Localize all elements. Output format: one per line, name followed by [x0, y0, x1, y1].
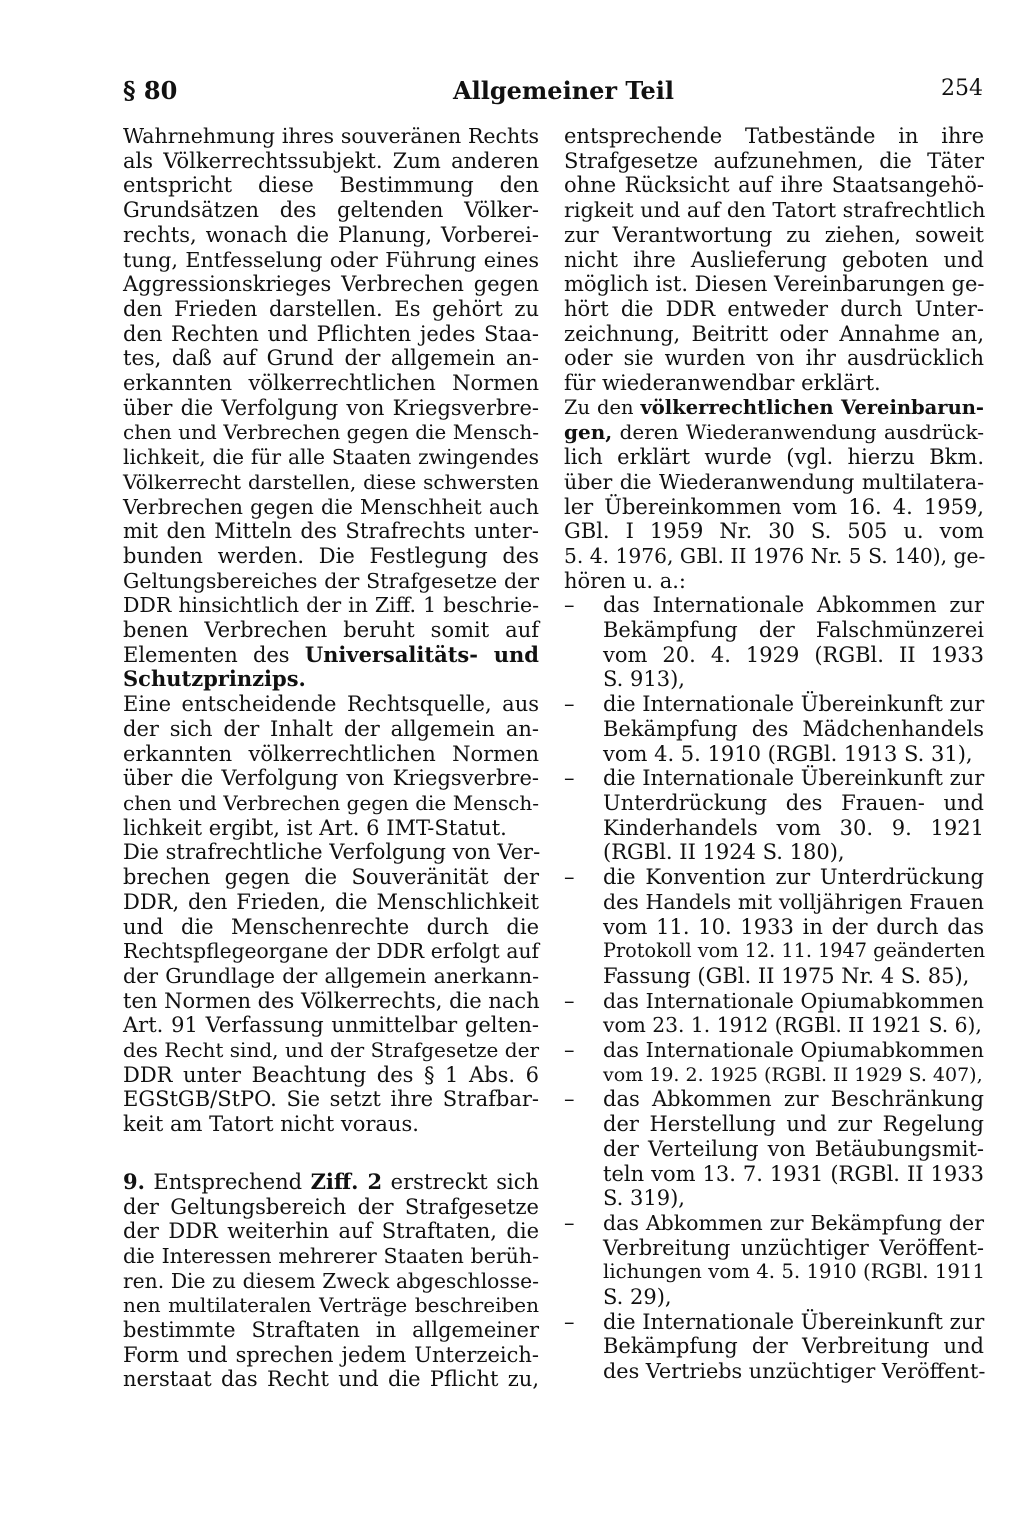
dash-bullet: – — [564, 593, 575, 618]
paragraph — [123, 692, 539, 840]
text-line: keit am Tatort nicht voraus. — [123, 1112, 419, 1137]
bold-term: völkerrechtlichen Vereinbarun- — [640, 395, 985, 419]
text-line: oder sie wurden von ihr ausdrücklich — [564, 346, 984, 371]
text-line: Völkerrecht darstellen, diese schwersten — [123, 469, 539, 494]
text-line: Protokoll vom 12. 11. 1947 geänderten — [603, 939, 986, 963]
text-line: das Internationale Abkommen zur — [603, 593, 984, 618]
text-segment: Zu den — [564, 395, 634, 419]
text-line: tes, daß auf Grund der allgemein an- — [123, 346, 539, 371]
paragraph — [123, 124, 539, 692]
text-line: das Internationale Opiumabkommen — [603, 1038, 984, 1063]
text-line: den Frieden darstellen. Es gehört zu — [123, 296, 539, 321]
text-line: hören u. a.: — [564, 568, 686, 593]
text-line: S. 29), — [603, 1285, 672, 1310]
bold-term: Schutzprinzips. — [123, 666, 306, 692]
text-line: tung, Entfesselung oder Führung eines — [123, 247, 539, 272]
section-number: § 80 — [123, 76, 178, 105]
text-line: ohne Rücksicht auf ihre Staatsangehö- — [564, 173, 984, 198]
bold-term: Universalitäts- und — [304, 641, 539, 667]
item-number: 9. — [123, 1168, 145, 1194]
text-line — [123, 643, 539, 668]
text-line: mit den Mitteln des Strafrechts unter- — [123, 519, 539, 544]
text-line: Bekämpfung des Mädchenhandels — [603, 716, 984, 741]
text-line: S. 913), — [603, 667, 685, 692]
list-item — [564, 1310, 984, 1384]
text-line: des Recht sind, und der Strafgesetze der — [123, 1038, 539, 1063]
text-line: möglich ist. Diesen Vereinbarungen ge- — [564, 272, 985, 297]
text-line: Bekämpfung der Verbreitung und — [603, 1334, 984, 1359]
text-line: für wiederanwendbar erklärt. — [564, 371, 881, 396]
text-line: teln vom 13. 7. 1931 (RGBl. II 1933 — [603, 1161, 984, 1186]
dash-bullet: – — [564, 1309, 575, 1334]
list-item — [564, 593, 984, 692]
text-line: Aggressionskrieges Verbrechen gegen — [123, 272, 539, 297]
text-line: nerstaat das Recht und die Pflicht zu, — [123, 1367, 539, 1392]
text-line: die Internationale Übereinkunft zur — [603, 1309, 985, 1334]
text-line: Die strafrechtliche Verfolgung von Ver- — [123, 840, 541, 865]
bold-term: gen, — [564, 420, 613, 445]
list-item — [564, 1211, 984, 1310]
list-item — [564, 766, 984, 865]
text-line: Verbreitung unzüchtiger Veröffent- — [603, 1235, 984, 1260]
text-line: der DDR weiterhin auf Straftaten, die — [123, 1219, 539, 1244]
text-segment: Entsprechend — [153, 1169, 303, 1194]
bold-term: Ziff. 2 — [310, 1168, 383, 1194]
text-line: entspricht diese Bestimmung den — [123, 173, 539, 198]
text-line: DDR hinsichtlich der in Ziff. 1 beschrie- — [123, 593, 539, 618]
text-line: S. 319), — [603, 1186, 685, 1211]
text-line: EGStGB/StPO. Sie setzt ihre Strafbar- — [123, 1087, 539, 1112]
text-line: Strafgesetze aufzunehmen, die Täter — [564, 148, 984, 173]
text-line: das Abkommen zur Beschränkung — [603, 1087, 984, 1112]
paragraph — [564, 124, 984, 396]
text-line: Fassung (GBl. II 1975 Nr. 4 S. 85), — [603, 963, 970, 988]
text-line: Form und sprechen jedem Unterzeich- — [123, 1342, 539, 1367]
text-line: rigkeit und auf den Tatort strafrechtlich — [564, 198, 986, 223]
text-line: Verbrechen gegen die Menschheit auch — [123, 494, 539, 519]
page-header — [123, 76, 983, 116]
text-line: und die Menschenrechte durch die — [123, 914, 539, 939]
text-line: zur Verantwortung zu ziehen, soweit — [564, 222, 984, 247]
text-line: die Internationale Übereinkunft zur — [603, 766, 985, 791]
text-line: vom 4. 5. 1910 (RGBl. 1913 S. 31), — [603, 741, 973, 766]
dash-bullet: – — [564, 988, 575, 1013]
text-segment: deren Wiederanwendung ausdrück- — [619, 420, 984, 445]
text-line: bunden werden. Die Festlegung des — [123, 543, 539, 568]
text-line: der Verteilung von Betäubungsmit- — [603, 1136, 984, 1161]
dash-bullet: – — [564, 766, 575, 791]
text-line: die Konvention zur Unterdrückung — [603, 865, 984, 890]
text-line: der Geltungsbereich der Strafgesetze — [123, 1194, 539, 1219]
text-line: rechts, wonach die Planung, Vorberei- — [123, 222, 539, 247]
text-line: zeichnung, Beitritt oder Annahme an, — [564, 321, 984, 346]
text-line: lich erklärt wurde (vgl. hierzu Bkm. — [564, 445, 984, 470]
text-line: lichkeit, die für alle Staaten zwingendes — [123, 445, 539, 470]
text-line — [123, 1170, 539, 1195]
text-line: ten Normen des Völkerrechts, die nach — [123, 988, 540, 1013]
list-item — [564, 865, 984, 989]
paragraph — [564, 396, 984, 594]
text-line: Grundsätzen des geltenden Völker- — [123, 198, 539, 223]
list-item — [564, 1087, 984, 1211]
paragraph — [123, 840, 539, 1136]
text-line: den Rechten und Pflichten jedes Staa- — [123, 321, 539, 346]
text-line: chen und Verbrechen gegen die Mensch- — [123, 790, 539, 815]
text-line: Rechtspflegeorgane der DDR erfolgt auf — [123, 939, 539, 964]
text-line: der sich der Inhalt der allgemein an- — [123, 716, 539, 741]
dash-bullet: – — [564, 1038, 575, 1063]
text-line: ler Übereinkommen vom 16. 4. 1959, — [564, 494, 984, 519]
text-line: vom 23. 1. 1912 (RGBl. II 1921 S. 6), — [603, 1013, 982, 1038]
paragraph — [123, 1170, 539, 1392]
text-line: das Abkommen zur Bekämpfung der — [603, 1210, 984, 1235]
text-line: Art. 91 Verfassung unmittelbar gelten- — [123, 1013, 539, 1038]
text-line: als Völkerrechtssubjekt. Zum anderen — [123, 148, 539, 173]
text-line: über die Wiederanwendung multilatera- — [564, 469, 984, 494]
text-line: über die Verfolgung von Kriegsverbre- — [123, 395, 539, 420]
text-line: brechen gegen die Souveränität der — [123, 865, 539, 890]
text-line — [123, 667, 539, 692]
right-column — [564, 124, 984, 1384]
text-line: nicht ihre Auslieferung geboten und — [564, 247, 984, 272]
list-item — [564, 1038, 984, 1087]
page-number: 254 — [941, 76, 983, 101]
list-item — [564, 692, 984, 766]
dash-bullet: – — [564, 865, 575, 890]
text-line: des Vertriebs unzüchtiger Veröffent- — [603, 1359, 986, 1384]
dash-bullet: – — [564, 692, 575, 717]
text-line: lichungen vom 4. 5. 1910 (RGBl. 1911 — [603, 1260, 986, 1284]
text-line — [564, 396, 984, 421]
text-segment: erstreckt sich — [390, 1169, 539, 1194]
text-line: des Handels mit volljährigen Frauen — [603, 889, 984, 914]
text-line: Eine entscheidende Rechtsquelle, aus — [123, 692, 539, 717]
paragraph-gap — [123, 1137, 539, 1170]
text-line: bestimmte Straftaten in allgemeiner — [123, 1318, 539, 1343]
text-line: vom 20. 4. 1929 (RGBl. II 1933 — [603, 642, 984, 667]
list-item — [564, 989, 984, 1038]
dash-bullet: – — [564, 1087, 575, 1112]
text-line: vom 19. 2. 1925 (RGBl. II 1929 S. 407), — [603, 1063, 983, 1086]
text-line: hört die DDR entweder durch Unter- — [564, 296, 984, 321]
text-line: DDR, den Frieden, die Menschlichkeit — [123, 889, 539, 914]
text-line: (RGBl. II 1924 S. 180), — [603, 840, 845, 865]
text-line: das Internationale Opiumabkommen — [603, 988, 984, 1013]
text-line: Bekämpfung der Falschmünzerei — [603, 618, 984, 643]
text-line: die Interessen mehrerer Staaten berüh- — [123, 1243, 539, 1268]
dash-bullet: – — [564, 1210, 575, 1235]
text-line: lichkeit ergibt, ist Art. 6 IMT-Statut. — [123, 815, 507, 840]
text-line: erkannten völkerrechtlichen Normen — [123, 741, 539, 766]
running-title: Allgemeiner Teil — [453, 76, 675, 105]
left-column — [123, 124, 539, 1392]
text-line — [564, 420, 984, 445]
text-line: chen und Verbrechen gegen die Mensch- — [123, 420, 539, 445]
text-line: Wahrnehmung ihres souveränen Rechts — [123, 124, 539, 148]
text-segment: Elementen des — [123, 642, 290, 667]
text-line: nen multilateralen Verträge beschreiben — [123, 1293, 539, 1318]
text-line: DDR unter Beachtung des § 1 Abs. 6 — [123, 1062, 539, 1087]
text-line: ren. Die zu diesem Zweck abgeschlosse- — [123, 1268, 539, 1293]
text-line: benen Verbrechen beruht somit auf — [123, 618, 539, 643]
text-line: 5. 4. 1976, GBl. II 1976 Nr. 5 S. 140), ge- — [564, 543, 986, 568]
text-line: GBl. I 1959 Nr. 30 S. 505 u. vom — [564, 519, 984, 544]
text-line: Kinderhandels vom 30. 9. 1921 — [603, 815, 984, 840]
text-line: die Internationale Übereinkunft zur — [603, 692, 985, 717]
text-line: vom 11. 10. 1933 in der durch das — [603, 914, 984, 939]
text-line: erkannten völkerrechtlichen Normen — [123, 371, 539, 396]
text-line: der Herstellung und zur Regelung — [603, 1112, 984, 1137]
text-line: entsprechende Tatbestände in ihre — [564, 124, 984, 148]
text-line: Unterdrückung des Frauen- und — [603, 790, 984, 815]
text-line: über die Verfolgung von Kriegsverbre- — [123, 766, 539, 791]
text-line: Geltungsbereiches der Strafgesetze der — [123, 568, 539, 593]
text-line: der Grundlage der allgemein anerkann- — [123, 963, 539, 988]
